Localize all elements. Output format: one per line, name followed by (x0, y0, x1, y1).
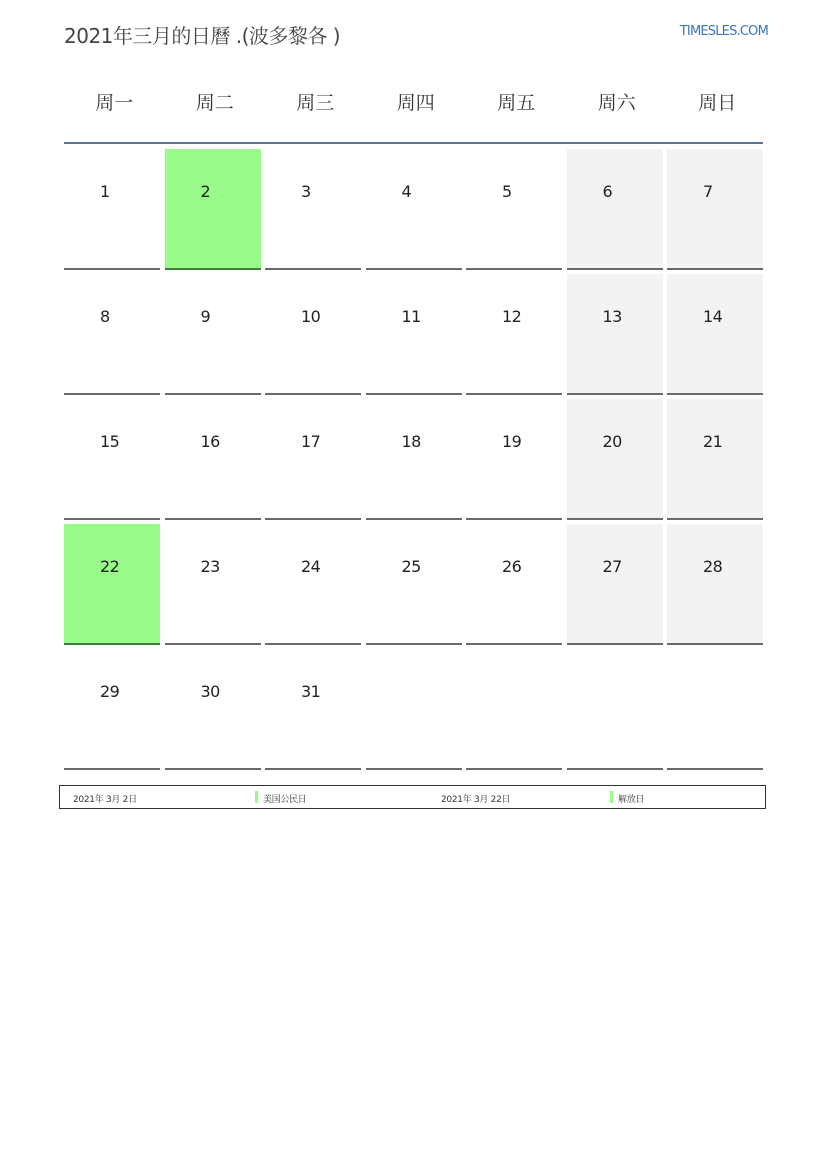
empty-day-cell (366, 649, 462, 770)
day-cell[interactable] (466, 274, 562, 395)
day-number: 31 (301, 682, 321, 701)
day-number: 26 (502, 557, 522, 576)
header-divider (64, 142, 763, 144)
legend-date: 2021年 3月 22日 (441, 795, 511, 805)
day-cell[interactable] (265, 399, 361, 520)
day-number: 28 (703, 557, 723, 576)
day-number: 22 (100, 557, 120, 576)
holiday-day-cell[interactable] (64, 524, 160, 645)
weekday-fri: 周五 (497, 92, 536, 114)
empty-day-cell (466, 649, 562, 770)
day-number: 20 (602, 432, 622, 451)
empty-day-cell (667, 649, 763, 770)
day-number: 1 (100, 182, 110, 201)
day-number: 15 (100, 432, 120, 451)
day-cell[interactable] (466, 399, 562, 520)
calendar-week (64, 274, 763, 395)
site-link[interactable]: TIMESLES.COM (679, 24, 768, 39)
day-number: 6 (602, 182, 613, 201)
legend-holiday-name: 解放日 (618, 795, 645, 805)
weekday-sat: 周六 (597, 92, 636, 114)
day-cell[interactable] (265, 274, 361, 395)
day-number: 7 (703, 182, 713, 201)
day-cell[interactable] (165, 649, 261, 770)
day-cell[interactable] (64, 274, 160, 395)
weekday-mon: 周一 (95, 92, 134, 114)
day-number: 5 (502, 182, 512, 201)
day-cell[interactable] (366, 399, 462, 520)
day-cell[interactable] (165, 399, 261, 520)
legend-date: 2021年 3月 2日 (73, 795, 137, 805)
day-number: 4 (401, 182, 412, 201)
day-number: 29 (100, 682, 120, 701)
day-number: 14 (703, 307, 723, 326)
day-number: 25 (401, 557, 421, 576)
day-cell[interactable] (165, 524, 261, 645)
holiday-legend (59, 785, 766, 809)
calendar-grid (64, 149, 763, 774)
day-cell[interactable] (667, 149, 763, 270)
day-number: 16 (200, 432, 220, 451)
calendar-week (64, 399, 763, 520)
day-cell[interactable] (667, 274, 763, 395)
weekday-tue: 周二 (195, 92, 234, 114)
day-number: 11 (401, 307, 421, 326)
day-number: 21 (703, 432, 723, 451)
weekday-header (64, 88, 763, 122)
day-cell[interactable] (567, 274, 663, 395)
weekday-thu: 周四 (396, 92, 435, 114)
weekday-sun: 周日 (698, 92, 737, 114)
weekday-wed: 周三 (296, 92, 335, 114)
day-cell[interactable] (366, 274, 462, 395)
legend-swatch (610, 791, 613, 803)
day-cell[interactable] (366, 149, 462, 270)
holiday-day-cell[interactable] (165, 149, 261, 270)
day-number: 19 (502, 432, 522, 451)
calendar-week (64, 524, 763, 645)
day-number: 2 (200, 182, 211, 201)
day-cell[interactable] (165, 274, 261, 395)
page-title: 2021年三月的日曆 .(波多黎各 ) (64, 24, 341, 48)
day-cell[interactable] (466, 524, 562, 645)
day-number: 8 (100, 307, 110, 326)
day-number: 12 (502, 307, 522, 326)
day-number: 17 (301, 432, 321, 451)
day-cell[interactable] (265, 149, 361, 270)
day-number: 23 (200, 557, 220, 576)
calendar-week (64, 149, 763, 270)
day-cell[interactable] (265, 524, 361, 645)
day-number: 13 (602, 307, 622, 326)
day-cell[interactable] (64, 149, 160, 270)
day-number: 27 (602, 557, 622, 576)
day-number: 18 (401, 432, 421, 451)
day-cell[interactable] (265, 649, 361, 770)
day-number: 3 (301, 182, 311, 201)
day-cell[interactable] (567, 524, 663, 645)
day-number: 10 (301, 307, 321, 326)
day-number: 9 (200, 307, 211, 326)
day-cell[interactable] (567, 149, 663, 270)
empty-day-cell (567, 649, 663, 770)
day-cell[interactable] (667, 524, 763, 645)
day-cell[interactable] (567, 399, 663, 520)
calendar-week (64, 649, 763, 770)
day-number: 30 (200, 682, 220, 701)
day-cell[interactable] (366, 524, 462, 645)
legend-swatch (255, 791, 258, 803)
day-cell[interactable] (64, 399, 160, 520)
day-cell[interactable] (466, 149, 562, 270)
legend-holiday-name: 美国公民日 (263, 795, 307, 805)
day-cell[interactable] (64, 649, 160, 770)
day-number: 24 (301, 557, 321, 576)
day-cell[interactable] (667, 399, 763, 520)
